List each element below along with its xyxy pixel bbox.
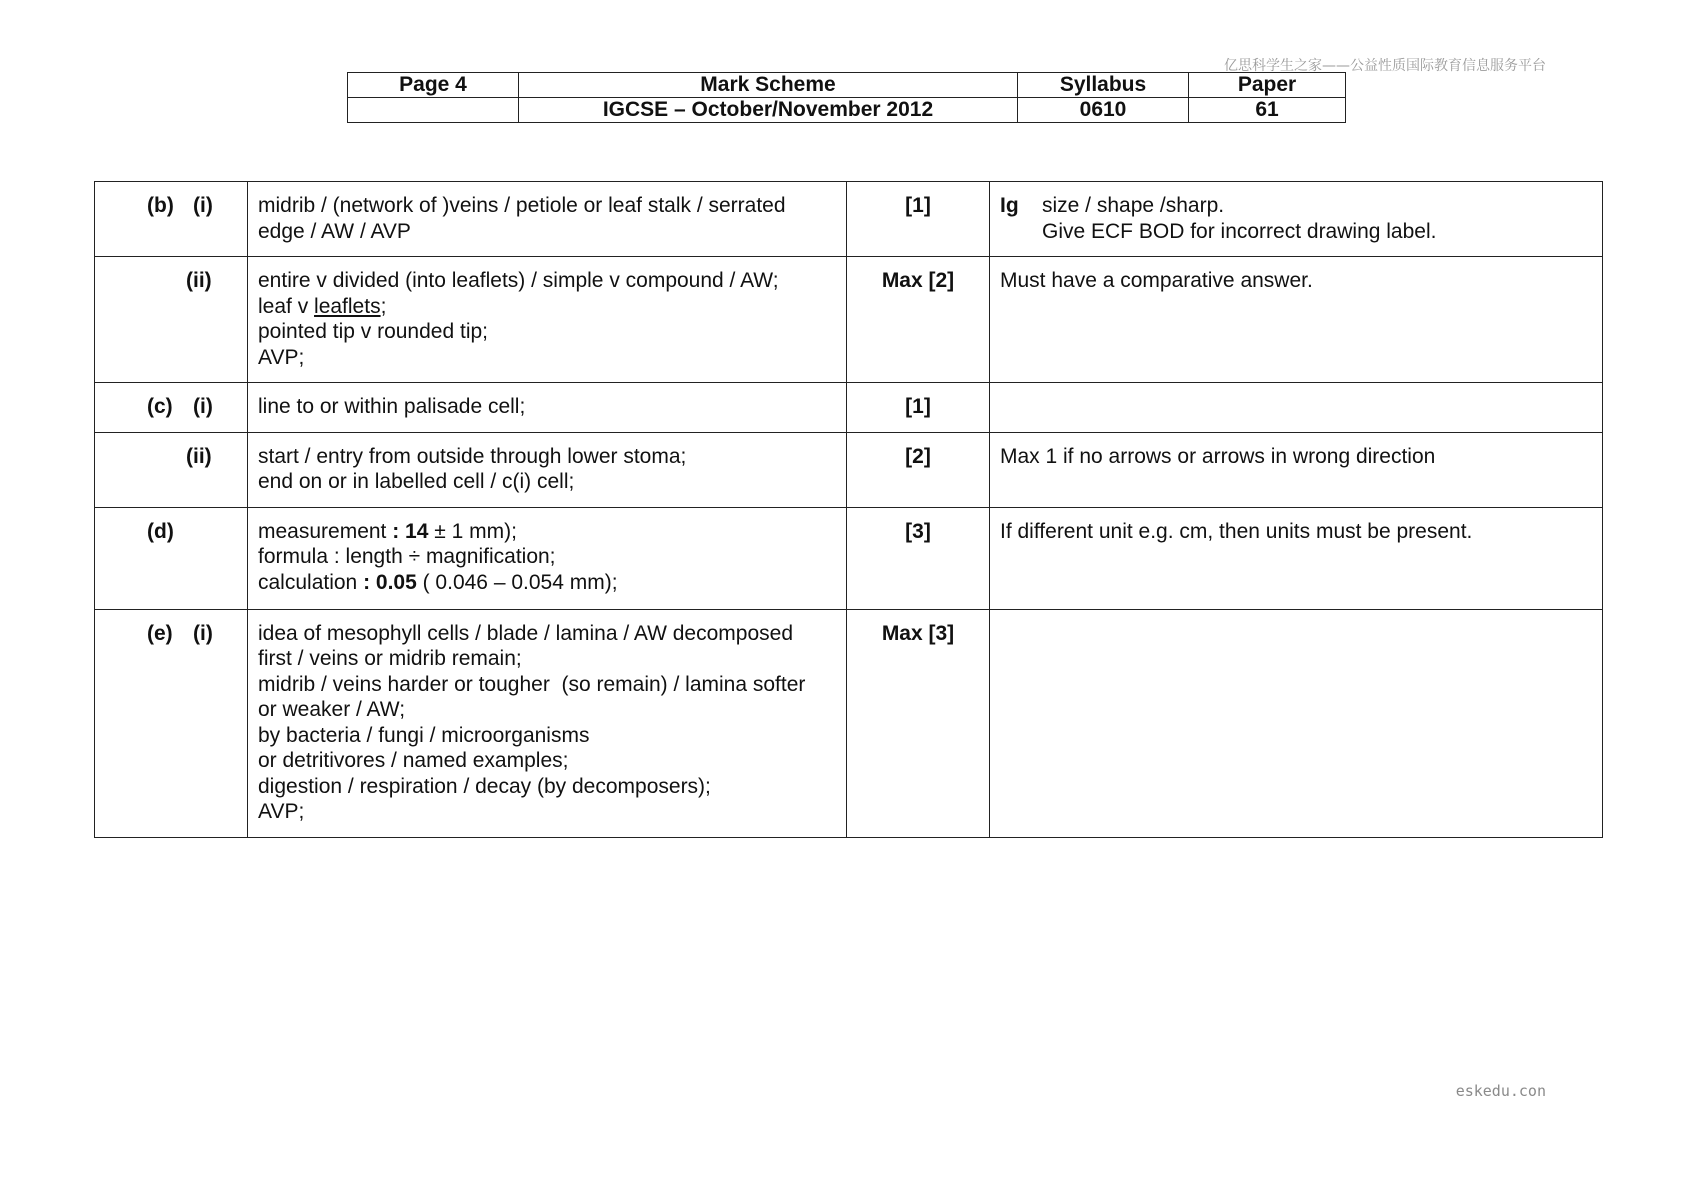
question-cell <box>95 257 248 383</box>
guidance-cell <box>990 182 1603 257</box>
answer-line: midrib / veins harder or tougher (so remain) / lamina softer <box>258 672 806 696</box>
mark-cell: Max [2] <box>847 257 990 383</box>
table-row <box>95 507 1603 609</box>
mark-scheme-table <box>94 181 1603 838</box>
answer-line: midrib / (network of )veins / petiole or leaf stalk / serrated <box>258 194 786 217</box>
header-paper: 61 <box>1189 98 1346 123</box>
answer-line: first / veins or midrib remain; <box>258 647 522 670</box>
answer-line: idea of mesophyll cells / blade / lamina / AW decomposed <box>258 621 793 645</box>
question-cell <box>95 507 248 609</box>
question-subpart: (i) <box>193 395 213 418</box>
question-subpart: (ii) <box>186 444 212 468</box>
question-part: (b) <box>147 194 174 217</box>
answer-cell <box>248 383 847 433</box>
answer-line: measurement : 14 ± 1 mm); <box>258 519 517 543</box>
guidance-cell <box>990 507 1603 609</box>
guidance-cell <box>990 609 1603 837</box>
table-row <box>95 383 1603 433</box>
question-cell <box>95 182 248 257</box>
answer-line: line to or within palisade cell; <box>258 395 526 418</box>
question-part: (c) <box>147 395 173 418</box>
answer-line: AVP; <box>258 800 305 823</box>
guidance-tag: Ig <box>1000 194 1019 217</box>
guidance-cell <box>990 383 1603 433</box>
answer-line: leaf v leaflets; <box>258 294 387 318</box>
table-row <box>95 257 1603 383</box>
table-row <box>95 609 1603 837</box>
mark-cell: [1] <box>847 383 990 433</box>
answer-line: calculation : 0.05 ( 0.046 – 0.054 mm); <box>258 570 618 594</box>
question-cell <box>95 383 248 433</box>
guidance-line: Must have a comparative answer. <box>1000 269 1313 292</box>
answer-line: end on or in labelled cell / c(i) cell; <box>258 470 575 493</box>
watermark-top: 亿思科学生之家——公益性质国际教育信息服务平台 <box>1224 58 1546 74</box>
answer-line: edge / AW / AVP <box>258 219 411 243</box>
question-cell <box>95 609 248 837</box>
table-row <box>95 432 1603 507</box>
header-paper-label: Paper <box>1189 73 1346 98</box>
table-row <box>95 182 1603 257</box>
mark-cell: [3] <box>847 507 990 609</box>
answer-line: entire v divided (into leaflets) / simple v compound / AW; <box>258 269 779 292</box>
answer-line: start / entry from outside through lower stoma; <box>258 444 687 468</box>
question-cell <box>95 432 248 507</box>
header-syllabus: 0610 <box>1018 98 1189 123</box>
question-subpart: (i) <box>193 194 213 217</box>
guidance-line: If different unit e.g. cm, then units must be present. <box>1000 519 1473 543</box>
watermark-bottom: eskedu.con <box>1455 1082 1546 1100</box>
guidance-line: size / shape /sharp. <box>1042 194 1225 217</box>
header-table <box>347 72 1346 123</box>
guidance-line: Give ECF BOD for incorrect drawing label. <box>1042 219 1437 243</box>
answer-cell <box>248 609 847 837</box>
question-part: (d) <box>147 519 174 543</box>
header-exam: IGCSE – October/November 2012 <box>519 98 1018 123</box>
guidance-line: Max 1 if no arrows or arrows in wrong direction <box>1000 444 1436 468</box>
answer-cell <box>248 432 847 507</box>
header-empty-cell <box>348 98 519 123</box>
answer-line: or detritivores / named examples; <box>258 749 569 772</box>
mark-cell: Max [3] <box>847 609 990 837</box>
header-page: Page 4 <box>348 73 519 98</box>
question-subpart: (ii) <box>186 269 212 292</box>
answer-line: digestion / respiration / decay (by decomposers); <box>258 774 711 798</box>
answer-line: or weaker / AW; <box>258 698 406 721</box>
answer-line: formula : length ÷ magnification; <box>258 545 556 568</box>
mark-cell: [2] <box>847 432 990 507</box>
answer-cell <box>248 507 847 609</box>
answer-line: pointed tip v rounded tip; <box>258 320 488 343</box>
answer-cell <box>248 257 847 383</box>
question-part: (e) <box>147 621 173 645</box>
question-subpart: (i) <box>193 621 213 645</box>
answer-line: AVP; <box>258 345 305 369</box>
header-title: Mark Scheme <box>519 73 1018 98</box>
mark-cell: [1] <box>847 182 990 257</box>
answer-line: by bacteria / fungi / microorganisms <box>258 723 590 747</box>
header-syllabus-label: Syllabus <box>1018 73 1189 98</box>
guidance-cell <box>990 257 1603 383</box>
guidance-cell <box>990 432 1603 507</box>
answer-cell <box>248 182 847 257</box>
